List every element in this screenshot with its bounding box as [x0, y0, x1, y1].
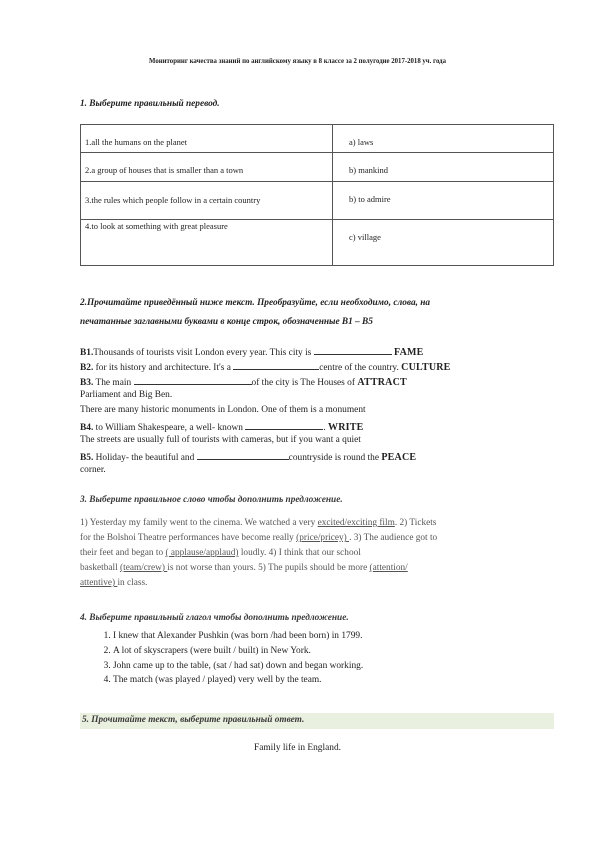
- table-cell-right: b) to admire: [333, 182, 554, 220]
- list-item: 4. The match (was played / played) very well by the team.: [113, 673, 363, 688]
- section1-title: 1. Выберите правильный перевод.: [80, 99, 220, 109]
- table-cell-left: 2.a group of houses that is smaller than a town: [81, 153, 333, 182]
- section3-line5: attentive) in class.: [80, 578, 148, 588]
- table-cell-left: 1.all the humans on the planet: [81, 125, 333, 153]
- verb-list: [94, 629, 363, 688]
- choice-3[interactable]: ( applause/applaud): [165, 548, 239, 558]
- text-line-b2: B2. for its history and architecture. It's a centre of the country. CULTURE: [80, 362, 451, 373]
- table-cell-right: a) laws: [333, 125, 554, 153]
- choice-1[interactable]: excited/exciting film: [317, 518, 395, 528]
- list-item: 2. A lot of skyscrapers (were built / built) in New York.: [113, 644, 363, 659]
- table-cell-right: b) mankind: [333, 153, 554, 182]
- section3-line1: 1) Yesterday my family went to the cinema. We watched a very excited/exciting film. 2) Tickets: [80, 518, 437, 528]
- passage-title: Family life in England.: [254, 743, 341, 753]
- section3-line2: for the Bolshoi Theatre performances have become really (price/pricey) . 3) The audience got to: [80, 533, 438, 543]
- text-line-b5: B5. Holiday- the beautiful and countryside is round the PEACE: [80, 452, 417, 463]
- section4-title: 4. Выберите правильный глагол чтобы дополнить предложение.: [80, 613, 349, 623]
- section2-title-line2: печатанные заглавными буквами в конце строк, обозначенные B1 – B5: [80, 317, 373, 327]
- blank-b1[interactable]: [314, 345, 392, 355]
- list-item: 1. I knew that Alexander Pushkin (was born /had been born) in 1799.: [113, 629, 363, 644]
- text-line-b4: B4. to William Shakespeare, a well- known . WRITE: [80, 422, 364, 433]
- choice-5-cont[interactable]: attentive): [80, 578, 118, 588]
- section3-line4: basketball (team/crew) is not worse than yours. 5) The pupils should be more (attention/: [80, 563, 408, 573]
- section5-title: 5. Прочитайте текст, выберите правильный ответ.: [82, 715, 305, 725]
- table-cell-left: 3.the rules which people follow in a certain country: [81, 182, 333, 220]
- section2-title-line1: 2.Прочитайте приведённый ниже текст. Преобразуйте, если необходимо, слова, на: [80, 298, 431, 308]
- document-header: Мониторинг качества знаний по английскому языку в 8 классе за 2 полугодие 2017-2018 уч. года: [149, 58, 446, 65]
- table-cell-left: 4.to look at something with great pleasure: [81, 220, 333, 266]
- text-line-b1: B1.Thousands of tourists visit London every year. This city is FAME: [80, 347, 424, 358]
- list-item: 3. John came up to the table, (sat / had sat) down and began working.: [113, 659, 363, 674]
- text-line-b3: B3. The main of the city is The Houses of ATTRACT: [80, 377, 407, 388]
- text-line-4: Parliament and Big Ben.: [80, 390, 173, 400]
- matching-table: [80, 124, 554, 266]
- choice-4[interactable]: (team/crew): [120, 563, 168, 573]
- section3-line3: their feet and began to ( applause/applaud) loudly. 4) I think that our school: [80, 548, 361, 558]
- text-line-7: The streets are usually full of tourists with cameras, but if you want a quiet: [80, 435, 361, 445]
- blank-b2[interactable]: [233, 360, 319, 370]
- section3-title: 3. Выберите правильное слово чтобы дополнить предложение.: [80, 495, 343, 505]
- choice-2[interactable]: (price/pricey): [296, 533, 350, 543]
- blank-b3[interactable]: [134, 375, 252, 385]
- text-line-9: corner.: [80, 465, 106, 475]
- blank-b5[interactable]: [197, 450, 289, 460]
- choice-5[interactable]: (attention/: [369, 563, 408, 573]
- table-cell-right: c) village: [333, 220, 554, 266]
- blank-b4[interactable]: [245, 420, 323, 430]
- text-line-5: There are many historic monuments in London. One of them is a monument: [80, 405, 366, 415]
